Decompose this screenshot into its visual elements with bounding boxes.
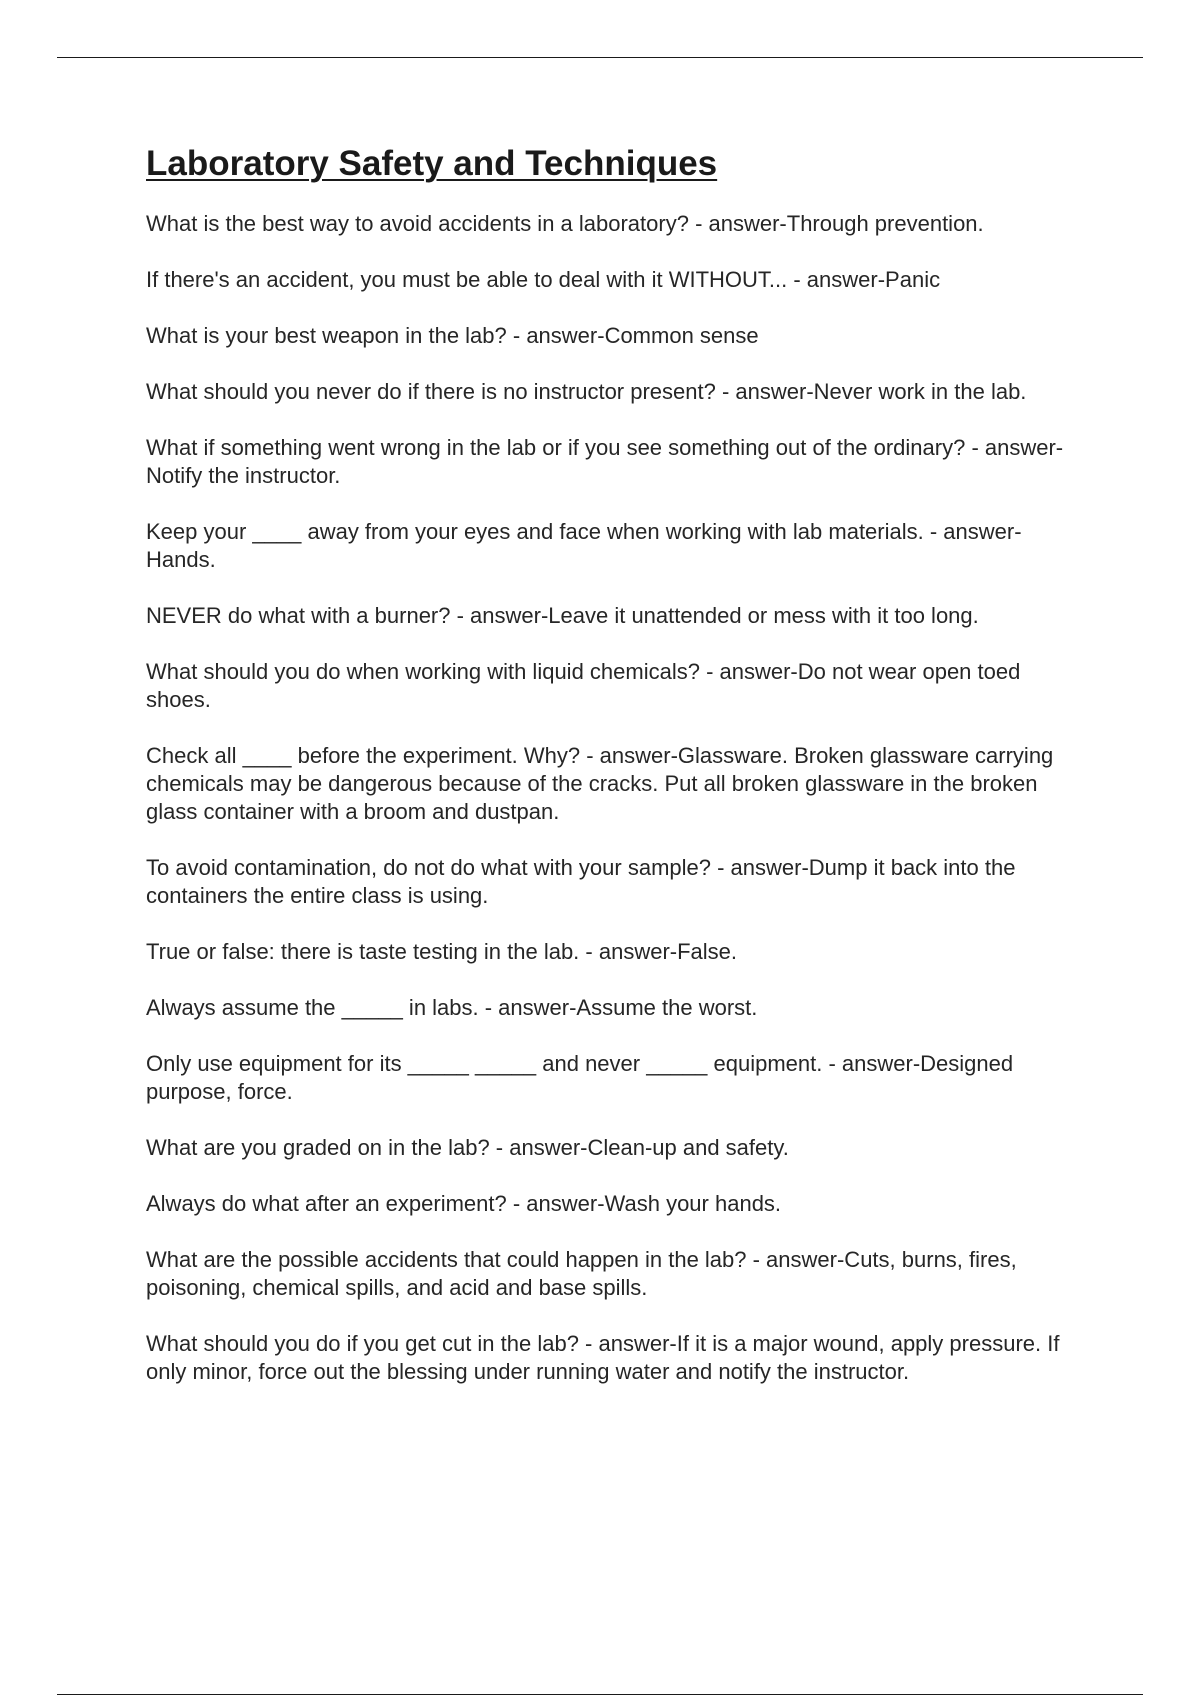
top-rule (57, 57, 1143, 58)
qa-item: What is the best way to avoid accidents in a laboratory? - answer-Through prevention. (146, 211, 984, 236)
qa-item: What is your best weapon in the lab? - answer-Common sense (146, 323, 759, 348)
qa-item: NEVER do what with a burner? - answer-Leave it unattended or mess with it too long. (146, 603, 979, 628)
qa-list (146, 210, 1076, 1386)
qa-item: What if something went wrong in the lab or if you see something out of the ordinary? - answer-Notify the instructor. (146, 435, 1064, 488)
qa-item: Always assume the _____ in labs. - answer-Assume the worst. (146, 995, 758, 1020)
document-body (146, 142, 1076, 1414)
bottom-rule (57, 1694, 1143, 1695)
document-title: Laboratory Safety and Techniques (146, 144, 718, 183)
qa-item: What should you do if you get cut in the lab? - answer-If it is a major wound, apply pressure. If only minor, force out the blessing under running water and notify the instructor. (146, 1331, 1060, 1384)
qa-item: What should you do when working with liquid chemicals? - answer-Do not wear open toed shoes. (146, 659, 1021, 712)
qa-item: To avoid contamination, do not do what with your sample? - answer-Dump it back into the containers the entire class is using. (146, 855, 1016, 908)
qa-item: True or false: there is taste testing in the lab. - answer-False. (146, 939, 738, 964)
qa-item: Only use equipment for its _____ _____ and never _____ equipment. - answer-Designed purpose, force. (146, 1051, 1014, 1104)
qa-item: Check all ____ before the experiment. Why? - answer-Glassware. Broken glassware carrying chemicals may be dangerous because of the cracks. Put all broken glassware in the broken glass container with a broom and dustpan. (146, 743, 1054, 824)
qa-item: What should you never do if there is no instructor present? - answer-Never work in the lab. (146, 379, 1027, 404)
qa-item: What are you graded on in the lab? - answer-Clean-up and safety. (146, 1135, 789, 1160)
qa-item: Keep your ____ away from your eyes and face when working with lab materials. - answer-Hands. (146, 519, 1022, 572)
qa-item: What are the possible accidents that could happen in the lab? - answer-Cuts, burns, fires, poisoning, chemical spills, and acid and base spills. (146, 1247, 1017, 1300)
qa-item: Always do what after an experiment? - answer-Wash your hands. (146, 1191, 782, 1216)
qa-item: If there's an accident, you must be able to deal with it WITHOUT... - answer-Panic (146, 267, 941, 292)
